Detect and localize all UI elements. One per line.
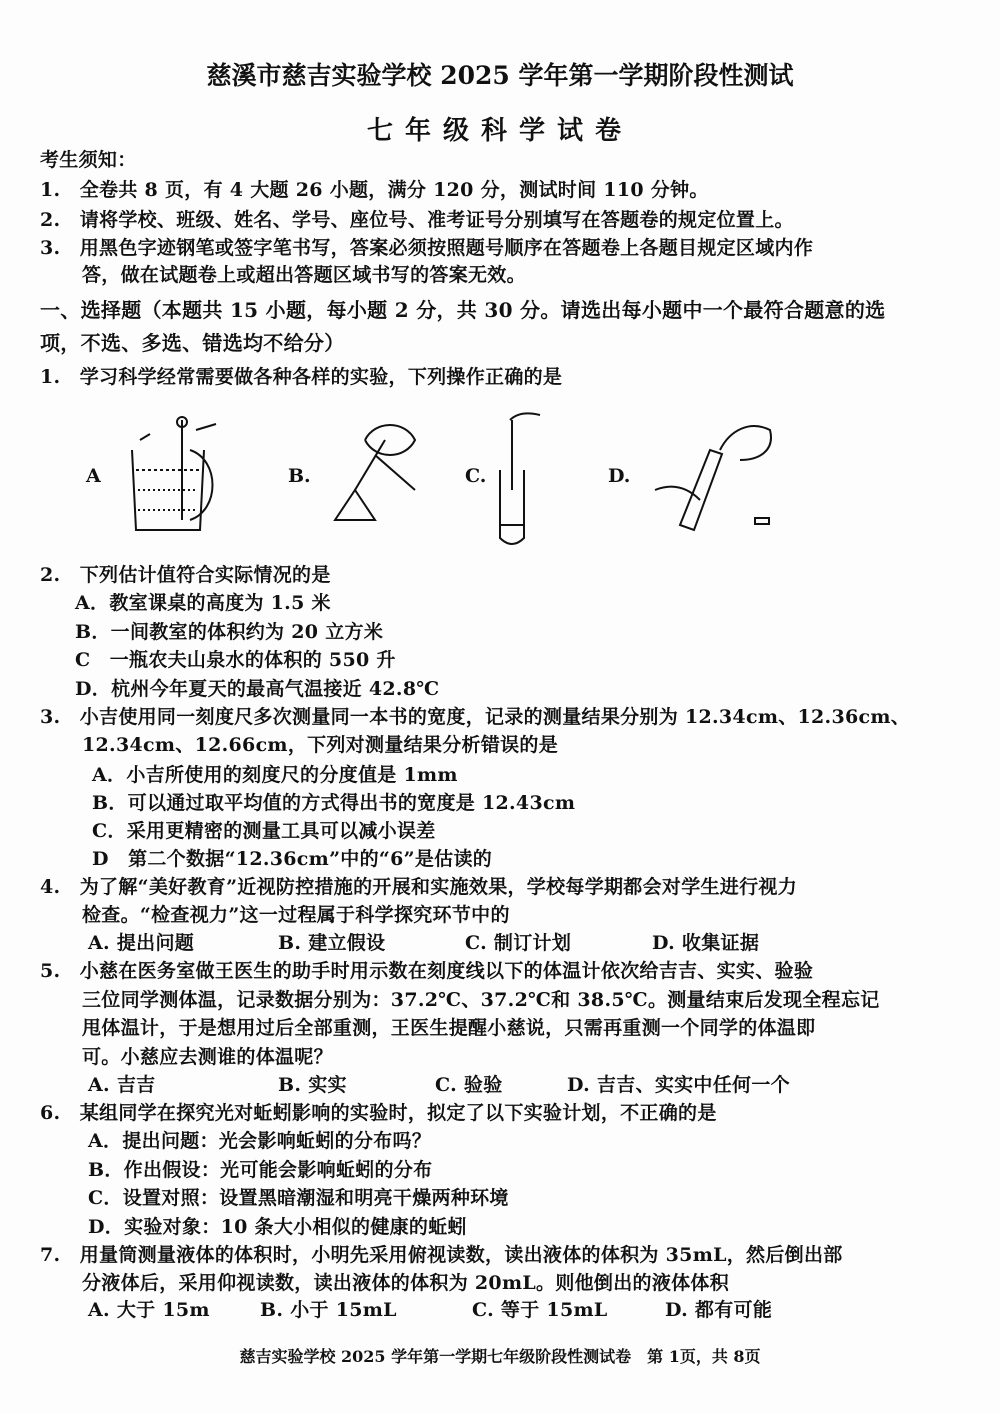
q1-label-d: D. — [608, 465, 631, 487]
section-heading: 项，不选、多选、错选均不给分） — [40, 331, 345, 355]
q4-option: B. 建立假设 — [278, 932, 386, 954]
question-3-stem: 3. 小吉使用同一刻度尺多次测量同一本书的宽度，记录的测量结果分别为 12.34cm、12.36cm、 — [40, 706, 911, 728]
q5-option: A. 吉吉 — [88, 1074, 156, 1096]
q2-option: C 一瓶农夫山泉水的体积的 550 升 — [75, 649, 396, 671]
question-7-stem: 7. 用量筒测量液体的体积时，小明先采用俯视读数，读出液体的体积为 35mL，然后倒出部 — [40, 1244, 843, 1266]
question-5-stem: 5. 小慈在医务室做王医生的助手时用示数在刻度线以下的体温计依次给吉吉、实实、验验 — [40, 960, 814, 982]
question-5-stem: 可。小慈应去测谁的体温呢？ — [82, 1046, 333, 1068]
q3-option: B．可以通过取平均值的方式得出书的宽度是 12.43cm — [92, 792, 576, 814]
q7-option: A. 大于 15m — [88, 1299, 210, 1321]
q4-option: D. 收集证据 — [652, 932, 760, 954]
question-4-stem: 4. 为了解“美好教育”近视防控措施的开展和实施效果，学校每学期都会对学生进行视力 — [40, 876, 797, 898]
question-5-stem: 甩体温计，于是想用过后全部重测，王医生提醒小慈说，只需再重测一个同学的体温即 — [82, 1017, 816, 1039]
q6-option: A．提出问题：光会影响蚯蚓的分布吗？ — [88, 1130, 432, 1152]
q5-option: B. 实实 — [278, 1074, 347, 1096]
beaker-figure — [120, 410, 230, 540]
q2-option: A．教室课桌的高度为 1.5 米 — [75, 592, 331, 614]
q4-option: C. 制订计划 — [465, 932, 572, 954]
test-tube-dropper-figure — [480, 410, 550, 550]
exam-subtitle: 七年级科学试卷 — [366, 116, 633, 146]
q6-option: D．实验对象：10 条大小相似的健康的蚯蚓 — [88, 1216, 467, 1238]
section-heading: 一、选择题（本题共 15 小题，每小题 2 分，共 30 分。请选出每小题中一个最符合题意的选 — [40, 298, 886, 322]
pouring-figure — [650, 410, 790, 540]
q4-option: A. 提出问题 — [88, 932, 195, 954]
q6-option: B．作出假设：光可能会影响蚯蚓的分布 — [88, 1159, 433, 1181]
q2-option: B．一间教室的体积约为 20 立方米 — [75, 621, 384, 643]
notice-item: 1. 全卷共 8 页，有 4 大题 26 小题，满分 120 分，测试时间 110 分钟。 — [40, 179, 709, 201]
q1-label-c: C. — [465, 465, 487, 487]
question-7-stem: 分液体后，采用仰视读数，读出液体的体积为 20mL。则他倒出的液体体积 — [82, 1272, 730, 1294]
question-1-stem: 1. 学习科学经常需要做各种各样的实验，下列操作正确的是 — [40, 366, 563, 388]
q3-option: A．小吉所使用的刻度尺的分度值是 1mm — [92, 764, 458, 786]
q6-option: C．设置对照：设置黑暗潮湿和明亮干燥两种环境 — [88, 1187, 509, 1209]
exam-title: 慈溪市慈吉实验学校 2025 学年第一学期阶段性测试 — [206, 61, 794, 90]
q7-option: C. 等于 15mL — [472, 1299, 608, 1321]
q1-label-b: B. — [288, 465, 311, 487]
q7-option: B. 小于 15mL — [260, 1299, 397, 1321]
q2-option: D．杭州今年夏天的最高气温接近 42.8℃ — [75, 678, 440, 700]
q3-option: D 第二个数据“12.36cm”中的“6”是估读的 — [92, 848, 493, 870]
notice-item: 2. 请将学校、班级、姓名、学号、座位号、准考证号分别填写在答题卷的规定位置上。 — [40, 209, 794, 231]
question-3-stem: 12.34cm、12.66cm，下列对测量结果分析错误的是 — [82, 734, 559, 756]
page-footer: 慈吉实验学校 2025 学年第一学期七年级阶段性测试卷 第 1页，共 8页 — [239, 1347, 761, 1366]
question-4-stem: 检查。“检查视力”这一过程属于科学探究环节中的 — [82, 904, 510, 926]
notice-item: 3. 用黑色字迹钢笔或签字笔书写，答案必须按照题号顺序在答题卷上各题目规定区域内作 — [40, 237, 814, 259]
notice-item: 答，做在试题卷上或超出答题区域书写的答案无效。 — [82, 264, 526, 286]
q5-option: D. 吉吉、实实中任何一个 — [567, 1074, 790, 1096]
question-5-stem: 三位同学测体温，记录数据分别为：37.2℃、37.2℃和 38.5℃。测量结束后发现全程忘记 — [82, 989, 880, 1011]
q5-option: C. 验验 — [435, 1074, 503, 1096]
q3-option: C．采用更精密的测量工具可以减小误差 — [92, 820, 436, 842]
q1-label-a: A — [86, 465, 101, 487]
q7-option: D. 都有可能 — [665, 1299, 773, 1321]
question-2-stem: 2. 下列估计值符合实际情况的是 — [40, 564, 331, 586]
notice-heading: 考生须知： — [40, 149, 137, 171]
question-6-stem: 6. 某组同学在探究光对蚯蚓影响的实验时，拟定了以下实验计划，不正确的是 — [40, 1102, 717, 1124]
alcohol-lamp-figure — [315, 410, 425, 540]
